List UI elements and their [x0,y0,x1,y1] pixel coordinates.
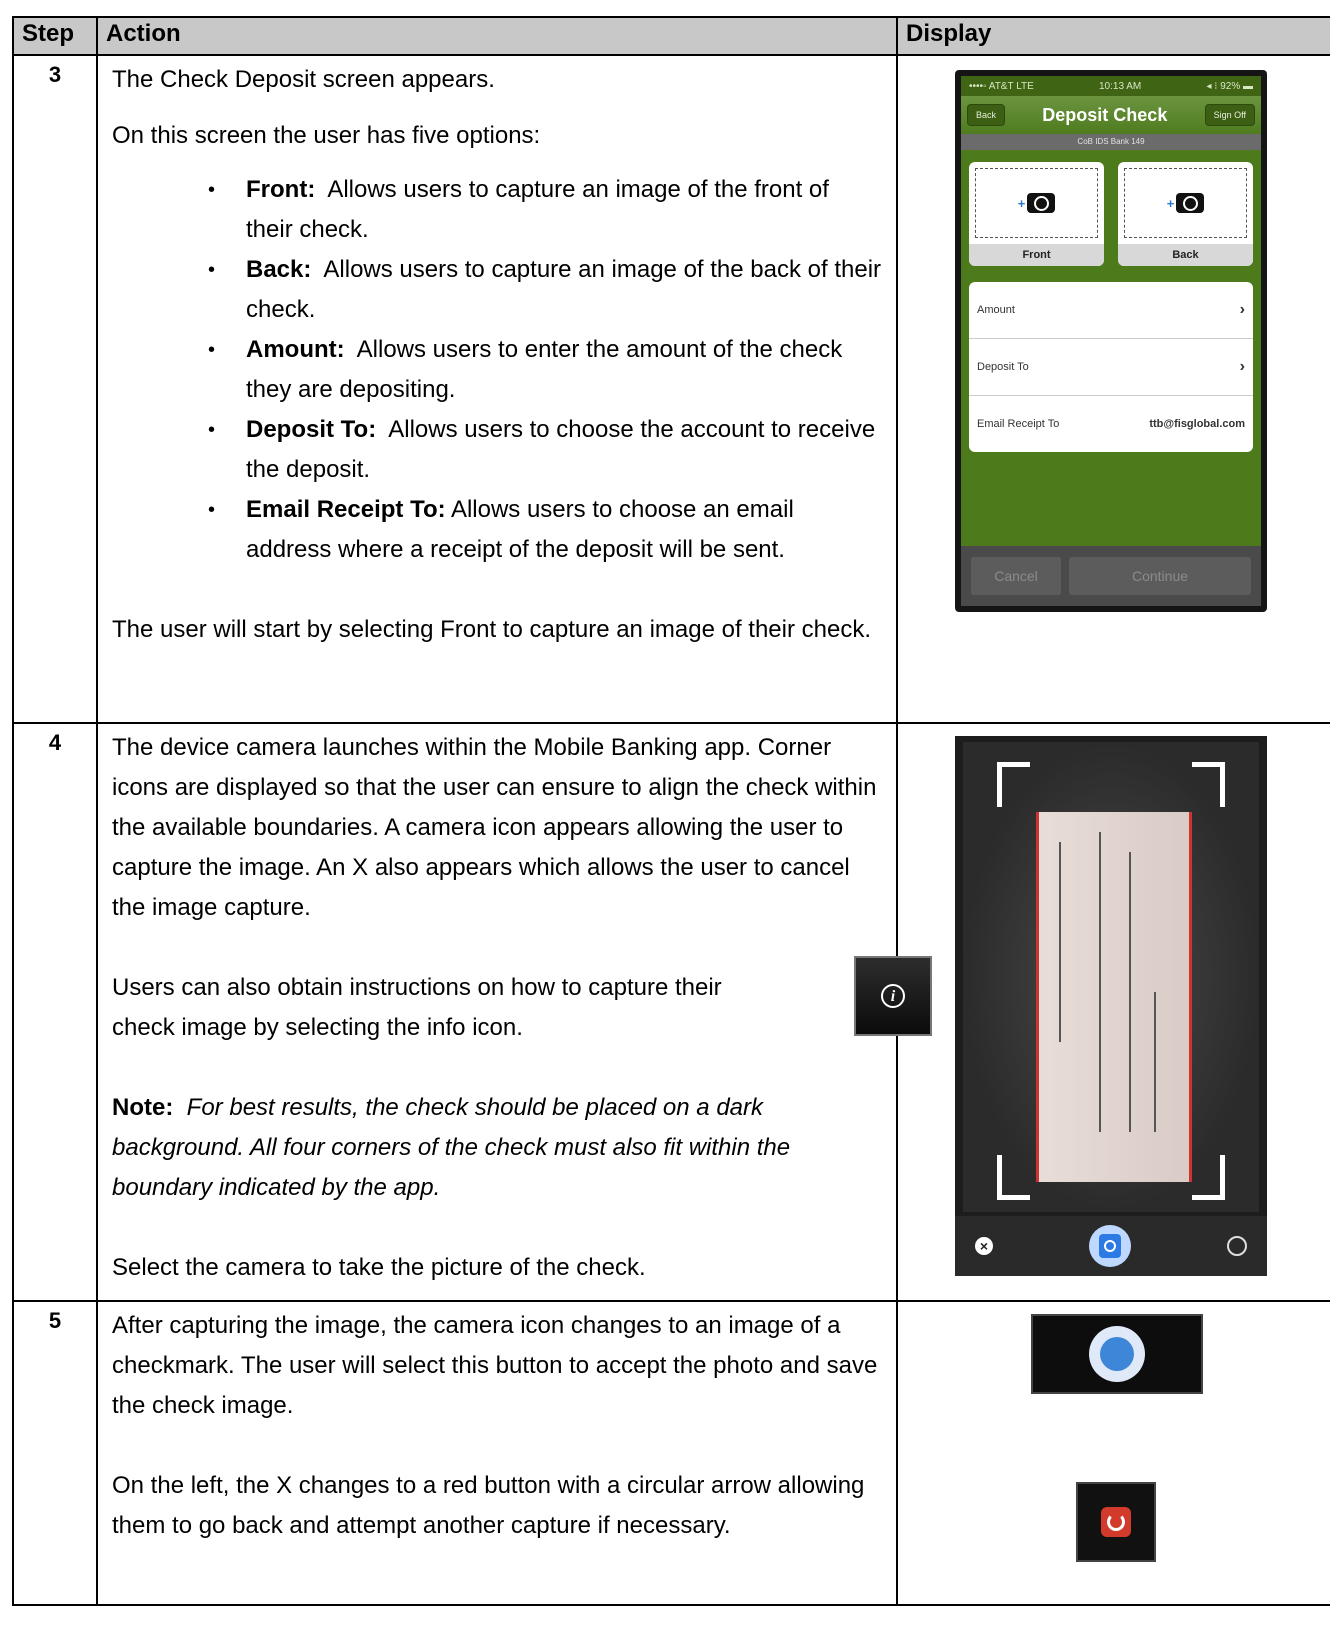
deposit-check-screenshot [955,70,1267,612]
table-row [13,1301,1330,1605]
options-list [112,170,886,570]
display-cell [897,55,1330,723]
amount-field[interactable] [969,282,1253,339]
status-bar [961,76,1261,96]
table-row [13,723,1330,1301]
option-term: Email Receipt To: [246,496,446,523]
option-text: Allows users to choose an email address where a receipt of the deposit will be sent. [246,496,794,563]
deposit-to-field[interactable] [969,339,1253,396]
display-cell [897,1301,1330,1605]
sign-off-button[interactable]: Sign Off [1205,104,1255,126]
bank-name: CoB IDS Bank 149 [961,134,1261,150]
back-label: Back [1118,244,1253,266]
step-number: 5 [13,1301,97,1605]
option-term: Back: [246,256,312,283]
action-text: On this screen the user has five options: [112,122,541,149]
deposit-to-label: Deposit To [977,361,1029,373]
action-text: On the left, the X changes to a red button with a circular arrow allowing them to go back and attempt another capture if necessary. [112,1472,865,1539]
action-text: Select the camera to take the picture of the check. [112,1254,646,1281]
action-cell [97,723,897,1301]
accept-button-screenshot [1031,1314,1203,1394]
action-cell [97,1301,897,1605]
option-term: Deposit To: [246,416,377,443]
camera-icon [1027,193,1055,213]
email-receipt-label: Email Receipt To [977,418,1060,430]
header-action: Action [97,17,897,55]
action-text: The device camera launches within the Mobile Banking app. Corner icons are displayed so that the user can ensure to align the check within the available boundaries. A camera icon appears allowing the user to capture the image. An X also appears which allows the user to cancel the image capture. [112,734,877,921]
list-item [246,250,886,330]
chevron-right-icon: › [1239,358,1245,375]
list-item [246,330,886,410]
capture-frame [975,168,1098,238]
list-item [246,410,886,490]
carrier-text: ••••◦ AT&T LTE [969,80,1034,92]
camera-icon [1099,1234,1121,1258]
action-cell [97,55,897,723]
retake-button-screenshot [1076,1482,1156,1562]
procedure-table [12,16,1330,1606]
camera-icon [1176,193,1204,213]
front-label: Front [969,244,1104,266]
bottom-bar [961,546,1261,606]
email-receipt-field[interactable] [969,396,1253,452]
phone-screen [961,76,1261,606]
note-paragraph [112,1088,886,1208]
info-icon[interactable] [1227,1236,1247,1256]
camera-screenshot [955,736,1267,1276]
front-capture-button[interactable] [969,162,1104,266]
note-label: Note: [112,1094,174,1121]
amount-label: Amount [977,304,1015,316]
plus-icon: + [1017,195,1026,211]
step-number: 4 [13,723,97,1301]
continue-button[interactable]: Continue [1069,557,1251,595]
option-text: Allows users to capture an image of the front of their check. [246,176,829,243]
step-number: 3 [13,55,97,723]
option-text: Allows users to capture an image of the back of their check. [246,256,882,323]
nav-bar [961,96,1261,134]
corner-guide-icon [997,762,1030,807]
retake-button[interactable] [1101,1507,1131,1537]
option-text: Allows users to choose the account to receive the deposit. [246,416,876,483]
camera-viewfinder [963,742,1259,1212]
table-row [13,55,1330,723]
camera-toolbar [955,1216,1267,1276]
action-text: The user will start by selecting Front to capture an image of their check. [112,616,872,643]
accept-photo-button[interactable] [1089,1326,1145,1382]
deposit-fields [969,282,1253,452]
option-term: Amount: [246,336,345,363]
header-display: Display [897,17,1330,55]
capture-buttons [961,150,1261,266]
list-item [246,490,886,570]
info-icon: i [881,984,905,1008]
battery-text: ◂ ⁝ 92% ▬ [1206,80,1253,92]
header-step: Step [13,17,97,55]
option-text: Allows users to enter the amount of the check they are depositing. [246,336,843,403]
checkmark-icon [1100,1337,1134,1371]
cancel-capture-icon[interactable]: × [975,1237,993,1255]
email-receipt-value: ttb@fisglobal.com [1149,418,1245,430]
action-text: Users can also obtain instructions on how to capture their check image by selecting the info icon. [112,974,722,1041]
note-text: For best results, the check should be placed on a dark background. All four corners of the check must also fit within the boundary indicated by the app. [112,1094,791,1201]
camera-shutter-button[interactable] [1089,1225,1131,1267]
back-button[interactable]: Back [967,104,1005,126]
back-capture-button[interactable] [1118,162,1253,266]
chevron-right-icon: › [1239,301,1245,318]
check-image [1036,812,1192,1182]
corner-guide-icon [997,1155,1030,1200]
action-text: The Check Deposit screen appears. [112,66,495,93]
display-cell [897,723,1330,1301]
corner-guide-icon [1192,762,1225,807]
header-row [13,17,1330,55]
screen-title: Deposit Check [1042,104,1168,125]
capture-frame [1124,168,1247,238]
plus-icon: + [1166,195,1175,211]
circular-arrow-icon [1107,1513,1125,1531]
list-item [246,170,886,250]
cancel-button[interactable]: Cancel [971,557,1061,595]
option-term: Front: [246,176,316,203]
corner-guide-icon [1192,1155,1225,1200]
time-text: 10:13 AM [1098,80,1142,92]
action-text: After capturing the image, the camera icon changes to an image of a checkmark. The user will select this button to accept the photo and save the check image. [112,1312,878,1419]
